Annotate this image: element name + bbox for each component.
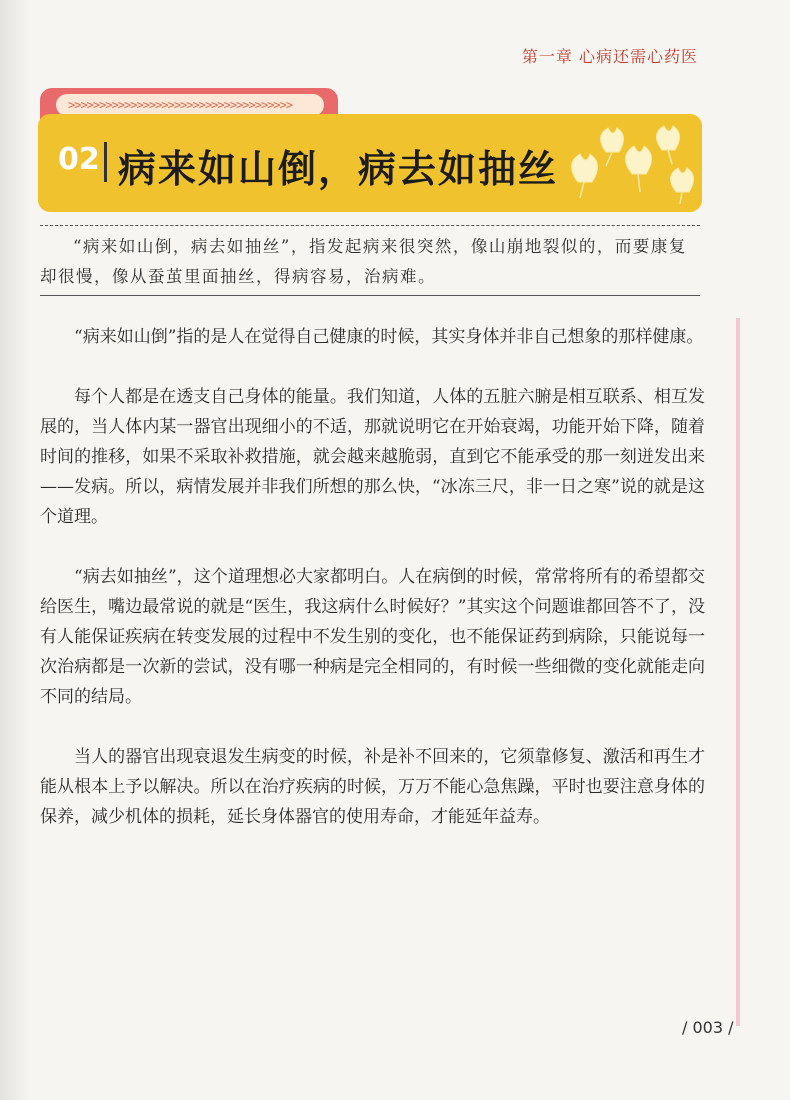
- body-text: [40, 322, 705, 862]
- chapter-header: 第一章 心病还需心药医: [521, 47, 698, 66]
- tab-arrow-pattern: >>>>>>>>>>>>>>>>>>>>>>>>>>>>>>>>>>>>: [56, 94, 324, 116]
- intro-bottom-rule: [40, 295, 700, 296]
- paragraph: 当人的器官出现衰退发生病变的时候，补是补不回来的，它须靠修复、激活和再生才能从根本上予以解决。所以在治疗疾病的时候，万万不能心急焦躁，平时也要注意身体的保养，减少机体的损耗，延长身体器官的使用寿命，才能延年益寿。: [40, 747, 705, 827]
- intro-top-rule: [40, 225, 700, 226]
- paragraph: “病来如山倒”指的是人在觉得自己健康的时候，其实身体并非自己想象的那样健康。: [74, 327, 704, 347]
- page-gutter-shadow: [0, 0, 30, 1100]
- section-title: 病来如山倒，病去如抽丝: [118, 146, 559, 191]
- page-number: / 003 /: [682, 1018, 734, 1037]
- title-divider: [104, 142, 107, 182]
- side-accent-rule: [736, 318, 740, 1026]
- section-number: 02: [58, 142, 100, 177]
- paragraph: “病去如抽丝”，这个道理想必大家都明白。人在病倒的时候，常常将所有的希望都交给医生，嘴边最常说的就是“医生，我这病什么时候好？”其实这个问题谁都回答不了，没有人能保证疾病在转变发展的过程中不发生别的变化，也不能保证药到病除，只能说每一次治病都是一次新的尝试，没有哪一种病是完全相同的，有时候一些细微的变化就能走向不同的结局。: [40, 567, 705, 707]
- section-intro: “病来如山倒，病去如抽丝”，指发起病来很突然，像山崩地裂似的，而要康复却很慢，像从蚕茧里面抽丝，得病容易，治病难。: [40, 237, 687, 286]
- paragraph: 每个人都是在透支自己身体的能量。我们知道，人体的五脏六腑是相互联系、相互发展的，当人体内某一器官出现细小的不适，那就说明它在开始衰竭，功能开始下降，随着时间的推移，如果不采取补救措施，就会越来越脆弱，直到它不能承受的那一刻迸发出来——发病。所以，病情发展并非我们所想的那么快，“冰冻三尺，非一日之寒”说的就是这个道理。: [40, 387, 705, 527]
- ginkgo-leaves-icon: [558, 122, 698, 206]
- section-title-banner: [38, 114, 702, 212]
